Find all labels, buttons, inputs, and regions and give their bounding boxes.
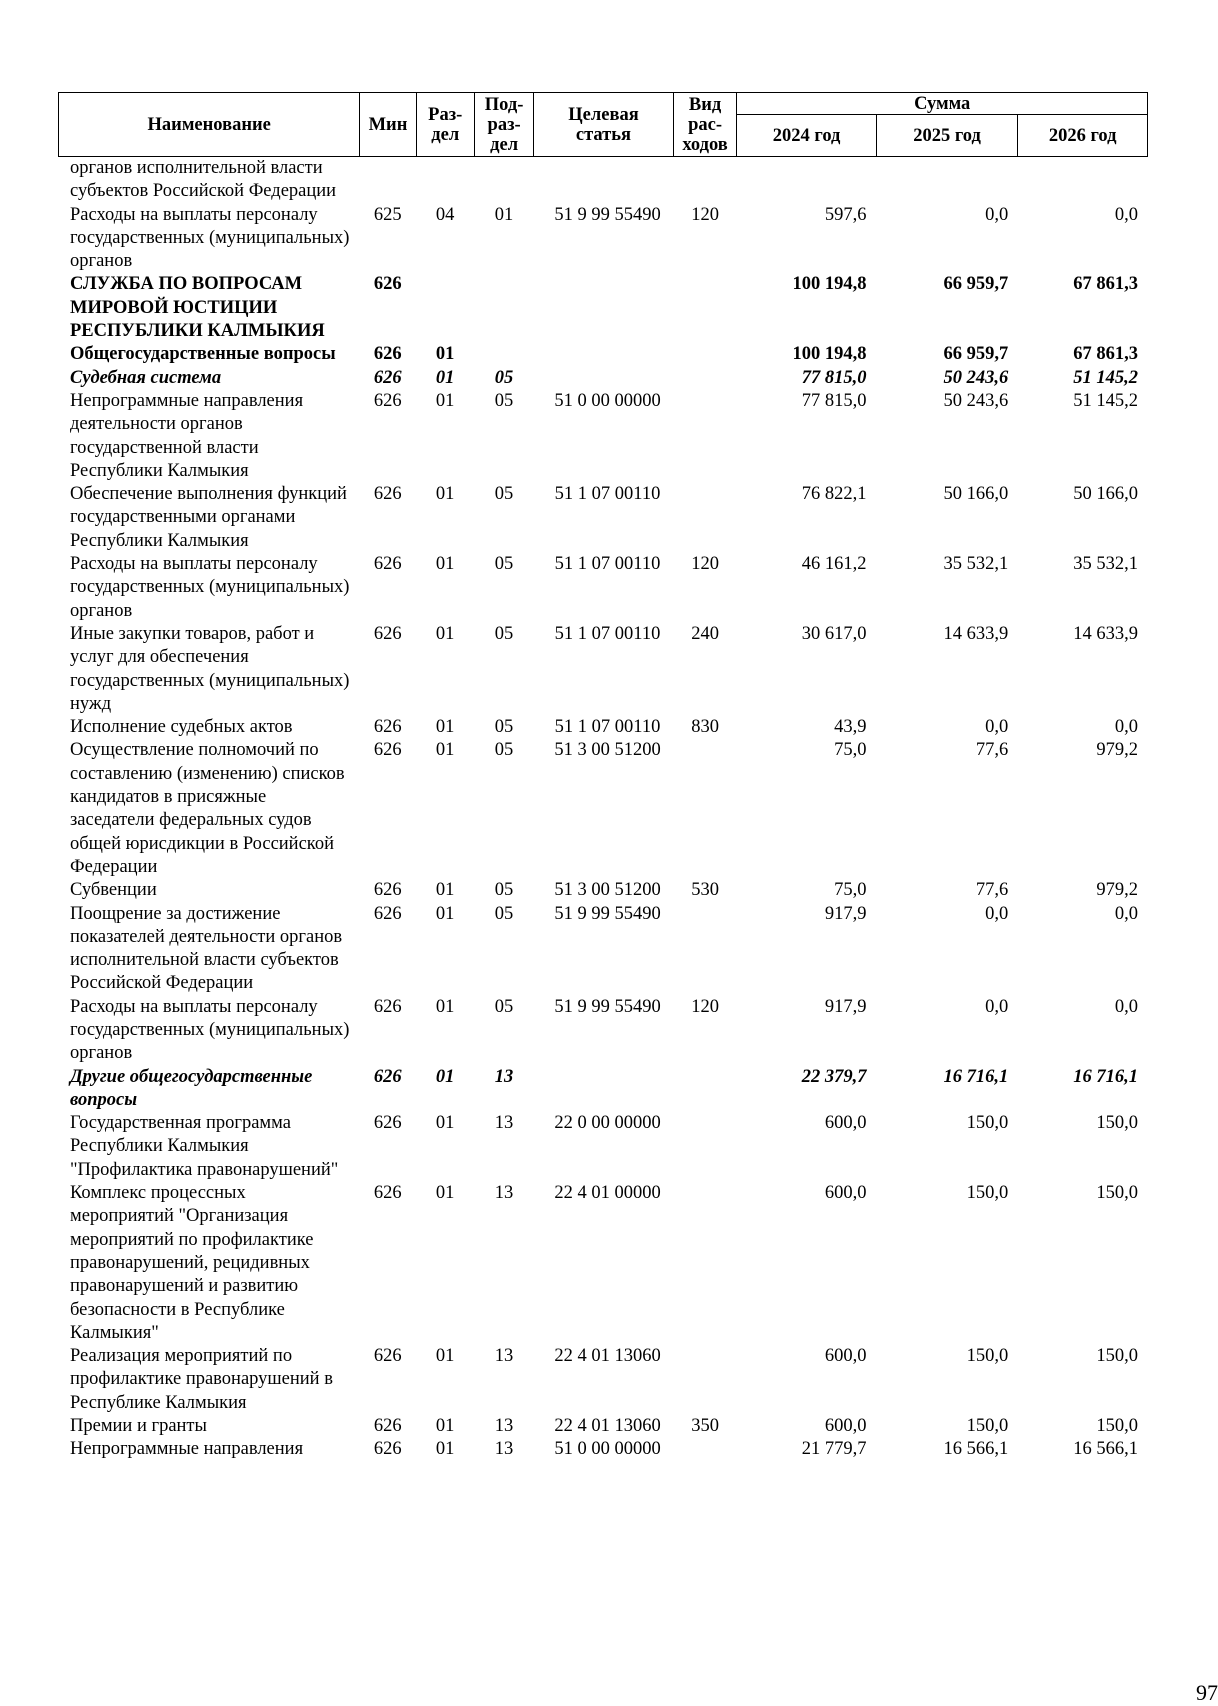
row-name: Реализация мероприятий по профилактике правонарушений в Республике Калмыкия xyxy=(70,1346,333,1413)
row-name: СЛУЖБА ПО ВОПРОСАМ МИРОВОЙ ЮСТИЦИИ РЕСПУБЛИКИ КАЛМЫКИЯ xyxy=(70,274,325,342)
table-row xyxy=(58,367,1148,390)
row-vid xyxy=(673,739,737,879)
row-vid xyxy=(673,273,737,343)
row-sum-2026: 0,0 xyxy=(1114,903,1138,924)
row-vid xyxy=(673,1438,737,1461)
header-year-2025: 2025 год xyxy=(876,115,1018,157)
row-vid: 240 xyxy=(691,623,720,644)
row-sum-2025: 77,6 xyxy=(975,740,1009,761)
table-row xyxy=(58,996,1148,1066)
row-vid: 120 xyxy=(691,554,720,575)
row-tselevaya: 51 3 00 51200 xyxy=(554,740,661,761)
row-sum-2024: 77 815,0 xyxy=(801,390,867,411)
row-sum-2025: 66 959,7 xyxy=(943,274,1009,295)
header-podrazdel: Под- раз- дел xyxy=(474,93,533,157)
row-sum-2024: 600,0 xyxy=(824,1346,867,1367)
row-razdel: 01 xyxy=(435,1183,455,1204)
header-name: Наименование xyxy=(59,93,360,157)
row-vid xyxy=(673,343,737,366)
row-podrazdel: 13 xyxy=(494,1346,514,1367)
row-name: Обеспечение выполнения функций государственными органами Республики Калмыкия xyxy=(70,484,347,551)
row-tselevaya xyxy=(534,367,673,390)
row-razdel: 01 xyxy=(435,484,455,505)
table-header xyxy=(58,92,1148,157)
row-min: 626 xyxy=(373,1346,402,1367)
table-row xyxy=(58,390,1148,483)
header-min: Мин xyxy=(360,93,416,157)
row-vid xyxy=(673,1345,737,1415)
row-razdel: 01 xyxy=(435,1416,455,1437)
row-min xyxy=(360,157,416,204)
header-summa: Сумма xyxy=(737,93,1148,115)
row-sum-2025: 14 633,9 xyxy=(943,623,1009,644)
table-row xyxy=(58,273,1148,343)
row-sum-2024: 30 617,0 xyxy=(801,623,867,644)
table-row xyxy=(58,623,1148,716)
row-sum-2026: 979,2 xyxy=(1096,740,1138,761)
row-vid: 120 xyxy=(691,204,720,225)
header-tselevaya: Целевая статья xyxy=(534,93,673,157)
row-sum-2025: 16 716,1 xyxy=(943,1066,1009,1087)
row-min: 626 xyxy=(373,344,402,365)
row-sum-2024: 43,9 xyxy=(834,717,867,738)
table-row xyxy=(58,204,1148,274)
table-row xyxy=(58,1415,1148,1438)
row-sum-2025: 77,6 xyxy=(975,880,1009,901)
row-razdel: 01 xyxy=(435,903,455,924)
row-podrazdel: 13 xyxy=(494,1416,514,1437)
row-sum-2025 xyxy=(877,157,1019,204)
row-podrazdel: 05 xyxy=(494,390,514,411)
row-podrazdel xyxy=(474,157,533,204)
row-sum-2024: 600,0 xyxy=(824,1416,867,1437)
row-sum-2026: 50 166,0 xyxy=(1073,484,1138,505)
page-number: 97 xyxy=(1196,1680,1218,1705)
row-podrazdel: 13 xyxy=(494,1183,514,1204)
row-sum-2024: 597,6 xyxy=(824,204,867,225)
row-podrazdel xyxy=(474,273,533,343)
row-tselevaya xyxy=(534,1066,673,1113)
row-min: 626 xyxy=(373,1066,402,1087)
row-podrazdel: 05 xyxy=(494,717,514,738)
row-podrazdel: 05 xyxy=(494,367,514,388)
row-min: 626 xyxy=(373,717,402,738)
row-name: Расходы на выплаты персоналу государственных (муниципальных) органов xyxy=(70,554,350,621)
row-tselevaya: 22 4 01 13060 xyxy=(554,1416,661,1437)
row-name: Непрограммные направления xyxy=(70,1439,304,1460)
row-min: 625 xyxy=(373,204,402,225)
row-tselevaya xyxy=(534,273,673,343)
row-name: Государственная программа Республики Калмыкия "Профилактика правонарушений" xyxy=(70,1113,339,1180)
row-sum-2026: 67 861,3 xyxy=(1073,274,1138,295)
row-tselevaya: 22 0 00 00000 xyxy=(554,1113,661,1134)
row-min: 626 xyxy=(373,1416,402,1437)
row-tselevaya: 22 4 01 00000 xyxy=(554,1183,661,1204)
row-name: Премии и гранты xyxy=(70,1416,207,1437)
row-min: 626 xyxy=(373,1439,402,1460)
row-sum-2024: 600,0 xyxy=(824,1113,867,1134)
row-vid xyxy=(673,1066,737,1113)
row-podrazdel xyxy=(474,343,533,366)
row-podrazdel: 05 xyxy=(494,880,514,901)
row-sum-2025: 50 243,6 xyxy=(943,390,1009,411)
row-sum-2024 xyxy=(737,157,876,204)
row-name: Комплекс процессных мероприятий "Организация мероприятий по профилактике правонарушений, рецидивных правонарушений и развитию безопасности в Республике Калмыкия" xyxy=(70,1183,314,1343)
row-min: 626 xyxy=(373,554,402,575)
row-razdel: 01 xyxy=(435,1066,455,1087)
row-tselevaya: 51 9 99 55490 xyxy=(554,903,661,924)
row-razdel: 01 xyxy=(435,717,455,738)
row-vid: 350 xyxy=(691,1416,720,1437)
row-vid: 530 xyxy=(691,880,720,901)
row-min: 626 xyxy=(373,903,402,924)
row-sum-2026: 150,0 xyxy=(1096,1416,1138,1437)
row-sum-2025: 16 566,1 xyxy=(943,1439,1009,1460)
row-min: 626 xyxy=(373,1113,402,1134)
row-razdel: 01 xyxy=(435,554,455,575)
row-podrazdel: 05 xyxy=(494,903,514,924)
row-razdel: 01 xyxy=(435,1439,455,1460)
row-tselevaya: 51 3 00 51200 xyxy=(554,880,661,901)
row-tselevaya xyxy=(534,343,673,366)
row-podrazdel: 05 xyxy=(494,484,514,505)
row-sum-2026: 16 716,1 xyxy=(1073,1066,1138,1087)
row-sum-2025: 150,0 xyxy=(966,1346,1009,1367)
row-name: Поощрение за достижение показателей деятельности органов исполнительной власти субъектов Российской Федерации xyxy=(70,903,343,994)
row-sum-2026 xyxy=(1018,157,1148,204)
budget-page xyxy=(58,92,1218,1705)
row-sum-2024: 76 822,1 xyxy=(801,484,867,505)
row-tselevaya: 51 9 99 55490 xyxy=(554,204,661,225)
table-row xyxy=(58,879,1148,902)
row-min: 626 xyxy=(373,367,402,388)
table-row xyxy=(58,903,1148,996)
table-row xyxy=(58,1182,1148,1345)
row-sum-2026: 979,2 xyxy=(1096,880,1138,901)
table-row xyxy=(58,739,1148,879)
table-row xyxy=(58,716,1148,739)
row-razdel: 01 xyxy=(435,996,455,1017)
header-vid: Вид рас- ходов xyxy=(673,93,737,157)
row-min: 626 xyxy=(373,740,402,761)
row-sum-2026: 0,0 xyxy=(1114,996,1138,1017)
table-row xyxy=(58,1066,1148,1113)
row-min: 626 xyxy=(373,274,402,295)
row-sum-2024: 917,9 xyxy=(824,996,867,1017)
row-sum-2024: 21 779,7 xyxy=(801,1439,867,1460)
row-tselevaya: 51 0 00 00000 xyxy=(554,390,661,411)
row-name: Осуществление полномочий по составлению (изменению) списков кандидатов в присяжные заседатели федеральных судов общей юрисдикции в Российской Федерации xyxy=(70,740,345,877)
table-row xyxy=(58,1112,1148,1182)
row-min: 626 xyxy=(373,390,402,411)
row-name: Непрограммные направления деятельности органов государственной власти Республики Калмыкия xyxy=(70,390,304,481)
row-sum-2026: 16 566,1 xyxy=(1073,1439,1138,1460)
row-min: 626 xyxy=(373,880,402,901)
row-razdel: 01 xyxy=(435,1113,455,1134)
table-row xyxy=(58,1438,1148,1461)
row-sum-2024: 77 815,0 xyxy=(801,367,867,388)
row-sum-2026: 14 633,9 xyxy=(1073,623,1138,644)
row-sum-2026: 0,0 xyxy=(1114,204,1138,225)
row-sum-2024: 75,0 xyxy=(834,880,867,901)
row-sum-2024: 22 379,7 xyxy=(801,1066,867,1087)
row-sum-2025: 0,0 xyxy=(985,717,1009,738)
row-tselevaya: 51 1 07 00110 xyxy=(554,623,661,644)
row-razdel: 04 xyxy=(435,204,455,225)
row-sum-2024: 46 161,2 xyxy=(801,554,867,575)
row-razdel: 01 xyxy=(435,740,455,761)
row-podrazdel: 13 xyxy=(494,1066,514,1087)
row-podrazdel: 05 xyxy=(494,554,514,575)
row-min: 626 xyxy=(373,996,402,1017)
row-name: органов исполнительной власти субъектов Российской Федерации xyxy=(70,158,337,202)
row-name: Расходы на выплаты персоналу государственных (муниципальных) органов xyxy=(70,204,350,272)
row-sum-2026: 51 145,2 xyxy=(1073,390,1138,411)
table-row xyxy=(58,483,1148,553)
row-podrazdel: 05 xyxy=(494,623,514,644)
row-razdel: 01 xyxy=(435,880,455,901)
row-sum-2025: 0,0 xyxy=(985,996,1009,1017)
row-sum-2026: 51 145,2 xyxy=(1073,367,1138,388)
row-razdel: 01 xyxy=(435,344,455,365)
row-name: Исполнение судебных актов xyxy=(70,717,293,738)
row-sum-2025: 150,0 xyxy=(966,1416,1009,1437)
row-sum-2024: 600,0 xyxy=(824,1183,867,1204)
row-sum-2025: 50 243,6 xyxy=(943,367,1009,388)
row-vid xyxy=(673,157,737,204)
row-sum-2024: 100 194,8 xyxy=(792,344,867,365)
row-name: Судебная система xyxy=(70,367,222,388)
row-podrazdel: 05 xyxy=(494,996,514,1017)
row-vid xyxy=(673,1182,737,1345)
row-sum-2025: 66 959,7 xyxy=(943,344,1009,365)
row-sum-2026: 150,0 xyxy=(1096,1346,1138,1367)
row-tselevaya: 22 4 01 13060 xyxy=(554,1346,661,1367)
row-sum-2026: 67 861,3 xyxy=(1073,344,1138,365)
row-sum-2025: 150,0 xyxy=(966,1113,1009,1134)
row-name: Общегосударственные вопросы xyxy=(70,344,336,365)
row-sum-2025: 0,0 xyxy=(985,903,1009,924)
row-name: Другие общегосударственные вопросы xyxy=(70,1066,313,1110)
table-row xyxy=(58,343,1148,366)
row-min: 626 xyxy=(373,623,402,644)
row-podrazdel: 01 xyxy=(494,204,514,225)
row-razdel: 01 xyxy=(435,623,455,644)
row-razdel: 01 xyxy=(435,390,455,411)
row-name: Субвенции xyxy=(70,880,157,901)
row-podrazdel: 13 xyxy=(494,1113,514,1134)
row-razdel: 01 xyxy=(435,367,455,388)
row-sum-2026: 0,0 xyxy=(1114,717,1138,738)
row-tselevaya: 51 0 00 00000 xyxy=(554,1439,661,1460)
table-row xyxy=(58,157,1148,204)
row-tselevaya: 51 1 07 00110 xyxy=(554,484,661,505)
row-vid: 830 xyxy=(691,717,720,738)
row-razdel xyxy=(416,273,474,343)
row-sum-2024: 917,9 xyxy=(824,903,867,924)
row-vid xyxy=(673,367,737,390)
row-sum-2024: 75,0 xyxy=(834,740,867,761)
row-podrazdel: 13 xyxy=(494,1439,514,1460)
row-tselevaya: 51 1 07 00110 xyxy=(554,554,661,575)
row-sum-2025: 0,0 xyxy=(985,204,1009,225)
row-sum-2025: 35 532,1 xyxy=(943,554,1009,575)
row-sum-2025: 50 166,0 xyxy=(943,484,1009,505)
row-sum-2026: 150,0 xyxy=(1096,1113,1138,1134)
row-vid: 120 xyxy=(691,996,720,1017)
row-min: 626 xyxy=(373,1183,402,1204)
row-podrazdel: 05 xyxy=(494,740,514,761)
row-sum-2026: 150,0 xyxy=(1096,1183,1138,1204)
row-vid xyxy=(673,483,737,553)
header-year-2026: 2026 год xyxy=(1018,115,1148,157)
row-name: Иные закупки товаров, работ и услуг для обеспечения государственных (муниципальных) нужд xyxy=(70,623,350,714)
table-row xyxy=(58,1345,1148,1415)
row-tselevaya: 51 1 07 00110 xyxy=(554,717,661,738)
table-body xyxy=(58,157,1148,1462)
row-min: 626 xyxy=(373,484,402,505)
header-year-2024: 2024 год xyxy=(737,115,876,157)
header-razdel: Раз- дел xyxy=(416,93,474,157)
row-vid xyxy=(673,390,737,483)
table-row xyxy=(58,553,1148,623)
row-razdel xyxy=(416,157,474,204)
row-sum-2026: 35 532,1 xyxy=(1073,554,1138,575)
row-vid xyxy=(673,903,737,996)
row-sum-2024: 100 194,8 xyxy=(792,274,867,295)
row-sum-2025: 150,0 xyxy=(966,1183,1009,1204)
row-tselevaya xyxy=(534,157,673,204)
row-vid xyxy=(673,1112,737,1182)
row-tselevaya: 51 9 99 55490 xyxy=(554,996,661,1017)
row-razdel: 01 xyxy=(435,1346,455,1367)
row-name: Расходы на выплаты персоналу государственных (муниципальных) органов xyxy=(70,996,350,1064)
